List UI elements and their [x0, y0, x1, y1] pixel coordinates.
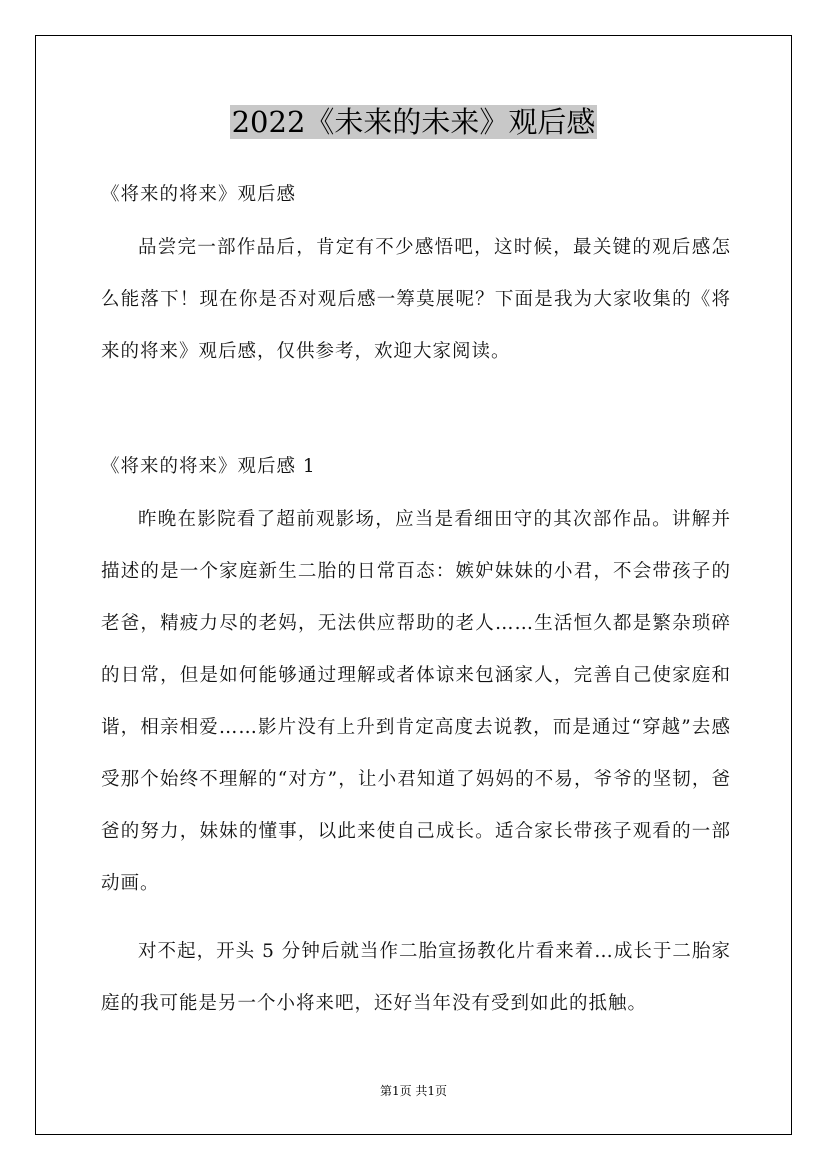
title-text: 2022《未来的未来》观后感 [231, 105, 596, 139]
section-1-paragraph-2: 对不起，开头 5 分钟后就当作二胎宣扬教化片看来着…成长于二胎家庭的我可能是另一个小将来吧，还好当年没有受到如此的抵触。 [101, 941, 731, 1014]
page-number-footer: 第1页 共1页 [379, 1084, 448, 1098]
document-title [0, 100, 827, 144]
section-1-paragraph-1: 昨晚在影院看了超前观影场，应当是看细田守的其次部作品。讲解并描述的是一个家庭新生二胎的日常百态：嫉妒妹妹的小君，不会带孩子的老爸，精疲力尽的老妈，无法供应帮助的老人……生活恒久都是繁杂琐碎的日常，但是如何能够通过理解或者体谅来包涵家人，完善自己使家庭和谐，相亲相爱……影片没有上升到肯定高度去说教，而是通过“穿越”去感受那个始终不理解的“对方”，让小君知道了妈妈的不易，爷爷的坚韧，爸爸的努力，妹妹的懂事，以此来使自己成长。适合家长带孩子观看的一部动画。 [101, 509, 731, 894]
section-heading-1: 《将来的将来》观后感 1 [101, 456, 316, 477]
subtitle-heading: 《将来的将来》观后感 [101, 184, 297, 205]
intro-paragraph: 品尝完一部作品后，肯定有不少感悟吧，这时候，最关键的观后感怎么能落下！现在你是否对观后感一筹莫展呢？下面是我为大家收集的《将来的将来》观后感，仅供参考，欢迎大家阅读。 [101, 237, 731, 362]
